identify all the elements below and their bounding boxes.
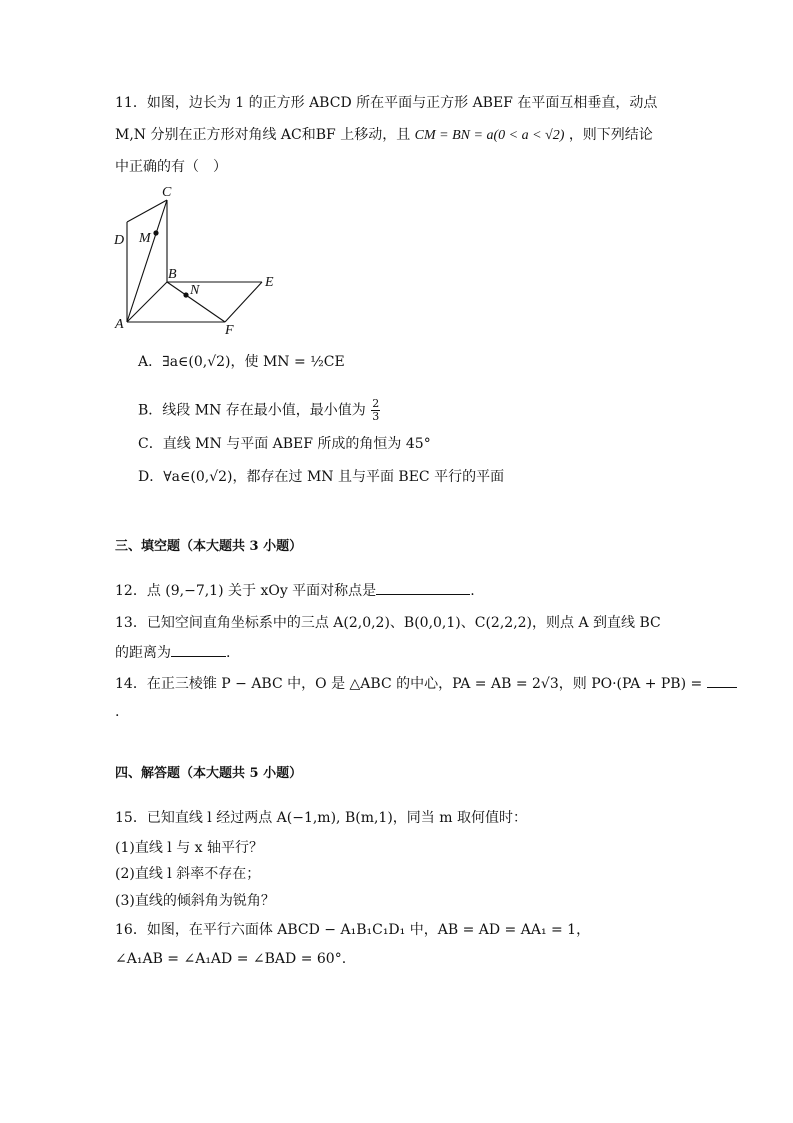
q12: 12．点 (9,−7,1) 关于 xOy 平面对称点是 . (115, 580, 475, 601)
q11-option-c: C．直线 MN 与平面 ABEF 所成的角恒为 45° (138, 436, 431, 452)
q11-option-b (138, 398, 381, 423)
q11-option-d: D．∀a∈(0,√2)，都存在过 MN 且与平面 BEC 平行的平面 (138, 469, 505, 485)
cube-figure (112, 182, 292, 340)
fraction-denominator: 3 (372, 410, 380, 423)
q13-line2: 的距离为 . (115, 642, 230, 663)
q15-part-2: (2)直线 l 斜率不存在； (115, 866, 261, 882)
section-4-heading: 四、解答题（本大题共 5 小题） (115, 766, 303, 781)
q14-line2: . (115, 704, 120, 720)
q11-option-b-text: B．线段 MN 存在最小值，最小值为 (138, 402, 366, 419)
q15-part-3: (3)直线的倾斜角为锐角？ (115, 893, 275, 909)
label-A: A (115, 317, 124, 332)
q13-line1: 13．已知空间直角坐标系中的三点 A(2,0,2)、B(0,0,1)、C(2,2,2)，则点 A 到直线 BC (115, 615, 661, 631)
q12-text: 12．点 (9,−7,1) 关于 xOy 平面对称点是 (115, 583, 377, 599)
q14-answer-blank (707, 673, 737, 688)
fraction-numerator: 2 (372, 397, 380, 410)
label-C: C (162, 185, 172, 200)
point-N (183, 292, 188, 297)
q11-line2-pre: M,N 分别在正方形对角线 AC和BF 上移动，且 (115, 127, 411, 143)
label-N: N (190, 283, 200, 298)
q11-option-a: A．∃a∈(0,√2)，使 MN = ½CE (138, 354, 345, 370)
label-E: E (265, 275, 274, 290)
label-M: M (139, 231, 151, 246)
q13-answer-blank (171, 642, 226, 657)
section-3-heading: 三、填空题（本大题共 3 小题） (115, 539, 303, 554)
q11-line2 (115, 125, 653, 146)
edge-FE (225, 282, 262, 322)
q15-part-1: (1)直线 l 与 x 轴平行？ (115, 840, 264, 856)
q14-text: 14．在正三棱锥 P − ABC 中，O 是 △ABC 的中心，PA = AB = 2√3，则 PO·(PA + PB) = (115, 676, 703, 692)
q11-line2-post: ，则下列结论 (568, 127, 653, 143)
q14-line1 (115, 673, 737, 694)
q16-line2: ∠A₁AB = ∠A₁AD = ∠BAD = 60°. (115, 951, 347, 967)
q12-answer-blank (376, 580, 470, 595)
q16-line1: 16．如图，在平行六面体 ABCD − A₁B₁C₁D₁ 中，AB = AD = AA₁ = 1， (115, 922, 591, 938)
q11-line3: 中正确的有（ ） (115, 159, 227, 175)
label-F: F (225, 323, 234, 338)
q15-stem: 15．已知直线 l 经过两点 A(−1,m), B(m,1)，同当 m 取何值时： (115, 810, 527, 826)
q11-option-b-fraction (371, 398, 380, 423)
q11-line2-math: CM = BN = a(0 < a < √2) (414, 128, 565, 143)
q11-line1: 11．如图，边长为 1 的正方形 ABCD 所在平面与正方形 ABEF 在平面互相垂直，动点 (115, 95, 658, 111)
q13-line2-text: 的距离为 (115, 645, 171, 661)
label-D: D (114, 233, 125, 248)
point-M (153, 230, 158, 235)
label-B: B (168, 267, 177, 282)
